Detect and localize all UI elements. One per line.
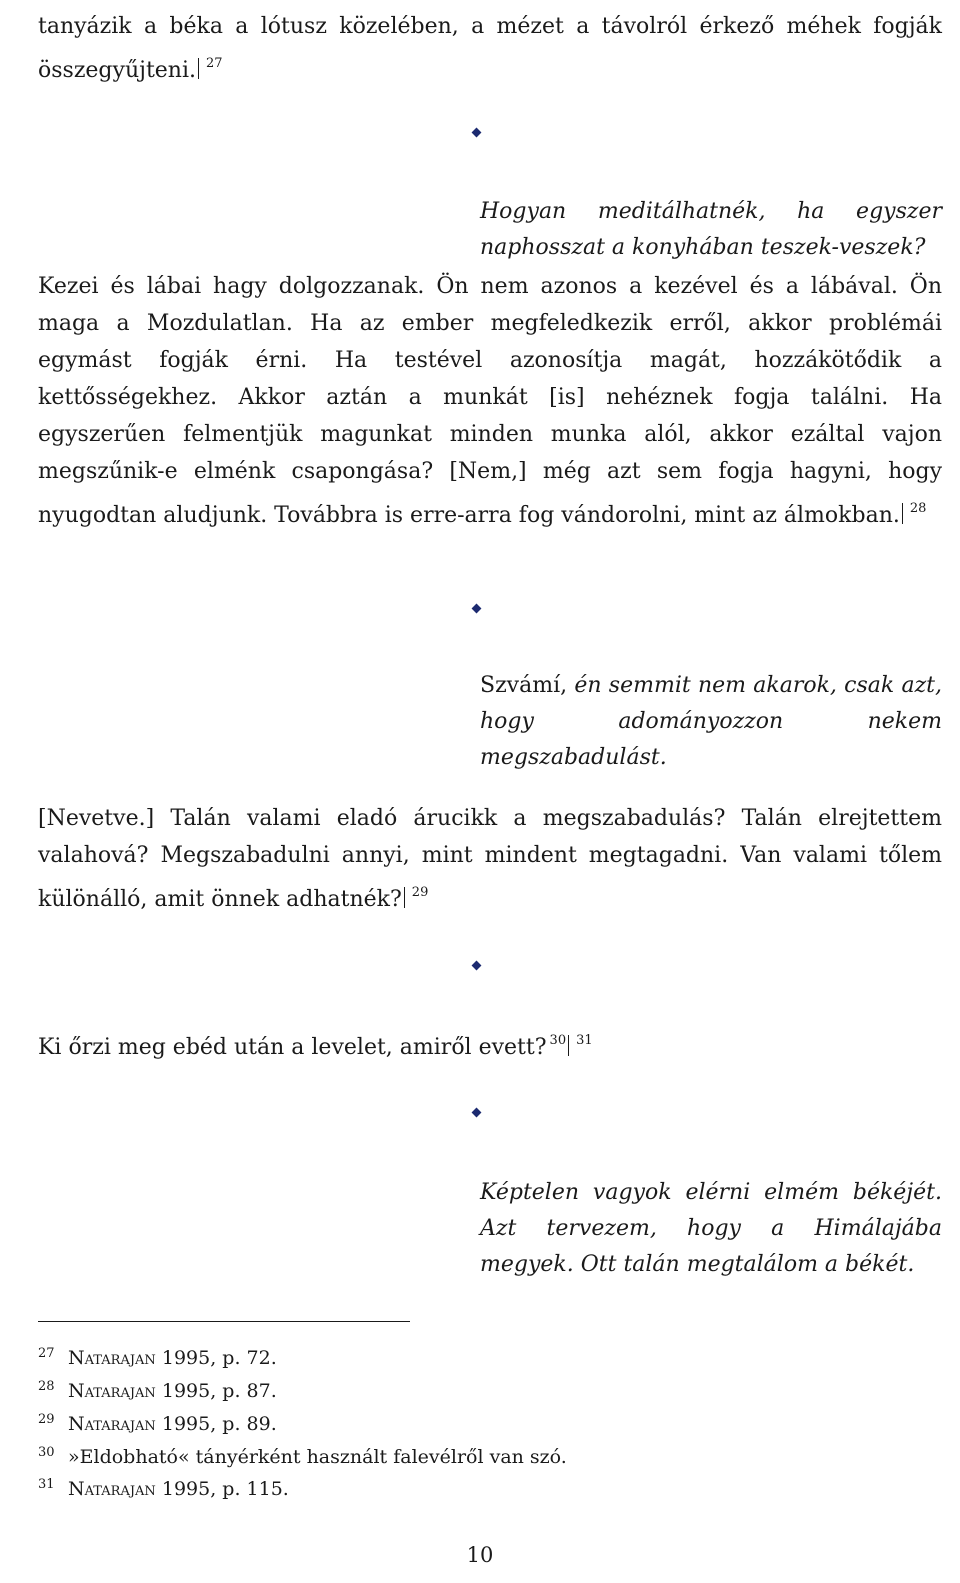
footnote-number: 31: [38, 1477, 55, 1492]
question-address: Szvámí,: [480, 673, 568, 698]
question-3: Képtelen vagyok elérni elmém békéjét. Azt tervezem, hogy a Himálajába megyek. Ott talán megtalálom a békét.: [480, 1180, 942, 1277]
footnote-ref: 29: [411, 885, 429, 900]
paragraph-4: [38, 1022, 942, 1066]
footnote-ref: 30: [549, 1033, 567, 1048]
paragraph-1: [38, 8, 942, 89]
ornament-diamond-icon: [472, 961, 482, 971]
footnote-text: 1995, p. 87.: [155, 1380, 277, 1402]
paragraph-2: [38, 268, 942, 534]
page-number: 10: [466, 1543, 494, 1567]
footnote-author: Natarajan: [68, 1380, 156, 1402]
ornament-diamond-icon: [472, 128, 482, 138]
ornament-diamond-icon: [472, 604, 482, 614]
footnote-31: [38, 1474, 289, 1500]
footnote-ref: 31: [576, 1033, 593, 1048]
page-break-marker: [568, 1035, 569, 1056]
footnote-author: Natarajan: [68, 1413, 156, 1435]
footnote-author: Natarajan: [68, 1478, 156, 1500]
paragraph-3: [38, 800, 942, 918]
ornament-diamond-icon: [472, 1108, 482, 1118]
page-break-marker: [404, 887, 405, 908]
footnote-text: 1995, p. 89.: [155, 1413, 277, 1435]
footnote-30: [38, 1442, 567, 1468]
paragraph-text: [Nevetve.] Talán valami eladó árucikk a megszabadulás? Talán elrejtettem valahová? Megszabadulni annyi, mint mindent megtagadni. Van valami tőlem különálló, amit önnek adhatnék?: [38, 806, 942, 912]
question-text: én semmit nem akarok, csak azt, hogy adományozzon nekem megszabadulást.: [480, 673, 942, 770]
footnote-29: [38, 1409, 277, 1435]
paragraph-text: Kezei és lábai hagy dolgozzanak. Ön nem azonos a kezével és a lábával. Ön maga a Mozdulatlan. Ha az ember megfeledkezik erről, akkor problémái egymást fogják érni. Ha testével azonosítja magát, hozzákötődik a kettősségekhez. Akkor aztán a munkát [is] nehéznek fogja találni. Ha egyszerűen felmentjük magunkat minden munka alól, akkor ezáltal vajon megszűnik-e elménk csapongása? [Nem,] még azt sem fogja hagyni, hogy nyugodtan aludjunk. Továbbra is erre-arra fog vándorolni, mint az álmokban.: [38, 274, 942, 528]
footnote-ref: 28: [909, 501, 927, 516]
question-1: Hogyan meditálhatnék, ha egyszer naphosszat a konyhában teszek-veszek?: [480, 199, 942, 260]
footnote-number: 28: [38, 1379, 55, 1394]
footnote-text: 1995, p. 72.: [155, 1347, 277, 1369]
question-2: [480, 668, 942, 776]
paragraph-text: Ki őrzi meg ebéd után a levelet, amiről evett?: [38, 1035, 547, 1060]
footnote-author: Natarajan: [68, 1347, 156, 1369]
footnote-text: »Eldobható« tányérként használt falevélről van szó.: [68, 1446, 567, 1468]
footnote-number: 27: [38, 1346, 55, 1361]
footnote-number: 30: [38, 1445, 55, 1460]
paragraph-text: tanyázik a béka a lótusz közelében, a mézet a távolról érkező méhek fogják összegyűjteni.: [38, 14, 942, 83]
footnote-text: 1995, p. 115.: [155, 1478, 289, 1500]
footnote-separator: [38, 1321, 410, 1322]
footnote-number: 29: [38, 1412, 55, 1427]
footnote-28: [38, 1376, 277, 1402]
page-break-marker: [198, 58, 199, 79]
page-break-marker: [902, 503, 903, 524]
footnote-27: [38, 1343, 277, 1369]
footnote-ref: 27: [206, 56, 223, 71]
